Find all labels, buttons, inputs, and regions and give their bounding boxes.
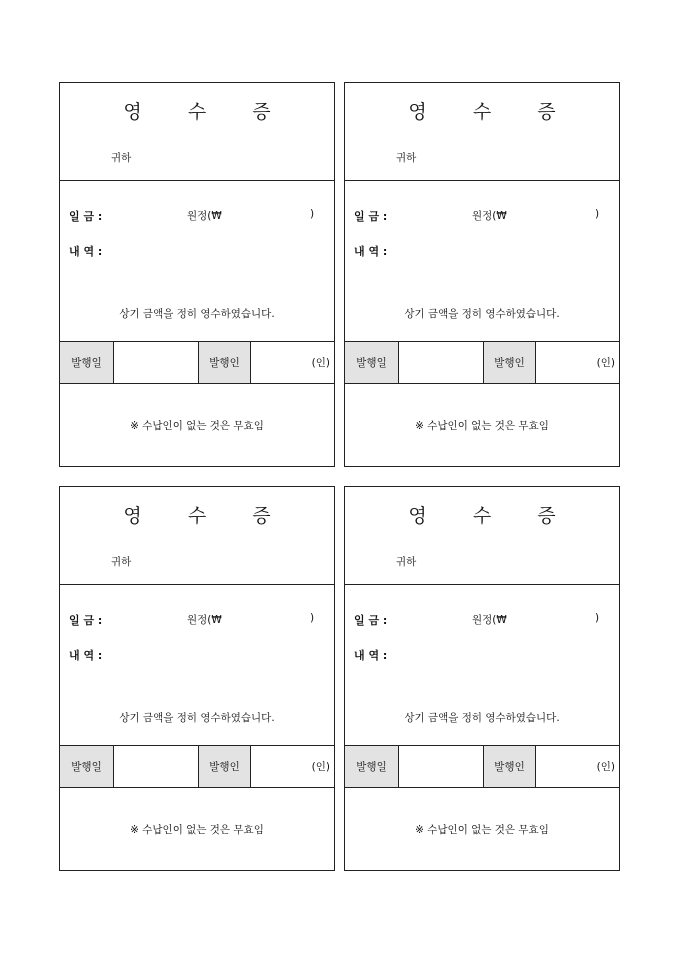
issue-date-value[interactable]: [114, 746, 198, 787]
issue-row: [345, 341, 619, 384]
recipient-label: 귀하: [396, 556, 417, 568]
issuer-seal[interactable]: (인): [596, 357, 615, 369]
recipient-label: 귀하: [111, 152, 132, 164]
detail-label: 내 역 :: [354, 649, 388, 662]
issuer-seal[interactable]: (인): [311, 357, 330, 369]
amount-label: 일 금 :: [354, 614, 388, 627]
invalid-notice: ※ 수납인이 없는 것은 무효임: [415, 824, 549, 836]
invalid-notice: ※ 수납인이 없는 것은 무효임: [130, 824, 264, 836]
recipient-label: 귀하: [111, 556, 132, 568]
amount-label: 일 금 :: [354, 210, 388, 223]
issue-row: [345, 745, 619, 788]
receipt-body: [60, 180, 334, 341]
issuer-label: 발행인: [198, 746, 251, 787]
issuer-seal[interactable]: (인): [311, 761, 330, 773]
receipt-header: [345, 487, 619, 585]
receipt-header: [345, 83, 619, 181]
amount-currency: 원정(₩: [187, 614, 222, 626]
amount-currency: 원정(₩: [472, 614, 507, 626]
recipient-label: 귀하: [396, 152, 417, 164]
amount-close-paren: ): [595, 612, 600, 624]
issuer-label: 발행인: [483, 342, 536, 383]
confirmation-text: 상기 금액을 정히 영수하였습니다.: [119, 712, 275, 724]
detail-label: 내 역 :: [69, 649, 103, 662]
receipt-card: [344, 486, 620, 871]
amount-label: 일 금 :: [69, 614, 103, 627]
invalid-notice: ※ 수납인이 없는 것은 무효임: [415, 420, 549, 432]
receipt-body: [345, 584, 619, 745]
receipt-body: [345, 180, 619, 341]
receipt-title: 영 수 증: [123, 101, 291, 123]
amount-currency: 원정(₩: [187, 210, 222, 222]
receipt-title: 영 수 증: [408, 505, 576, 527]
amount-close-paren: ): [310, 612, 315, 624]
detail-label: 내 역 :: [69, 245, 103, 258]
issue-date-value[interactable]: [114, 342, 198, 383]
receipt-header: [60, 487, 334, 585]
confirmation-text: 상기 금액을 정히 영수하였습니다.: [404, 712, 560, 724]
amount-close-paren: ): [595, 208, 600, 220]
amount-close-paren: ): [310, 208, 315, 220]
detail-label: 내 역 :: [354, 245, 388, 258]
receipt-card: [59, 82, 335, 467]
amount-currency: 원정(₩: [472, 210, 507, 222]
receipt-title: 영 수 증: [408, 101, 576, 123]
issuer-seal[interactable]: (인): [596, 761, 615, 773]
receipt-header: [60, 83, 334, 181]
confirmation-text: 상기 금액을 정히 영수하였습니다.: [119, 308, 275, 320]
receipt-title: 영 수 증: [123, 505, 291, 527]
issuer-label: 발행인: [198, 342, 251, 383]
receipt-card: [59, 486, 335, 871]
issuer-label: 발행인: [483, 746, 536, 787]
receipt-body: [60, 584, 334, 745]
issue-row: [60, 745, 334, 788]
confirmation-text: 상기 금액을 정히 영수하였습니다.: [404, 308, 560, 320]
issue-date-value[interactable]: [399, 746, 483, 787]
issue-row: [60, 341, 334, 384]
invalid-notice: ※ 수납인이 없는 것은 무효임: [130, 420, 264, 432]
issue-date-value[interactable]: [399, 342, 483, 383]
issue-date-label: 발행일: [60, 342, 114, 383]
amount-label: 일 금 :: [69, 210, 103, 223]
issue-date-label: 발행일: [345, 746, 399, 787]
receipt-card: [344, 82, 620, 467]
issue-date-label: 발행일: [345, 342, 399, 383]
issue-date-label: 발행일: [60, 746, 114, 787]
